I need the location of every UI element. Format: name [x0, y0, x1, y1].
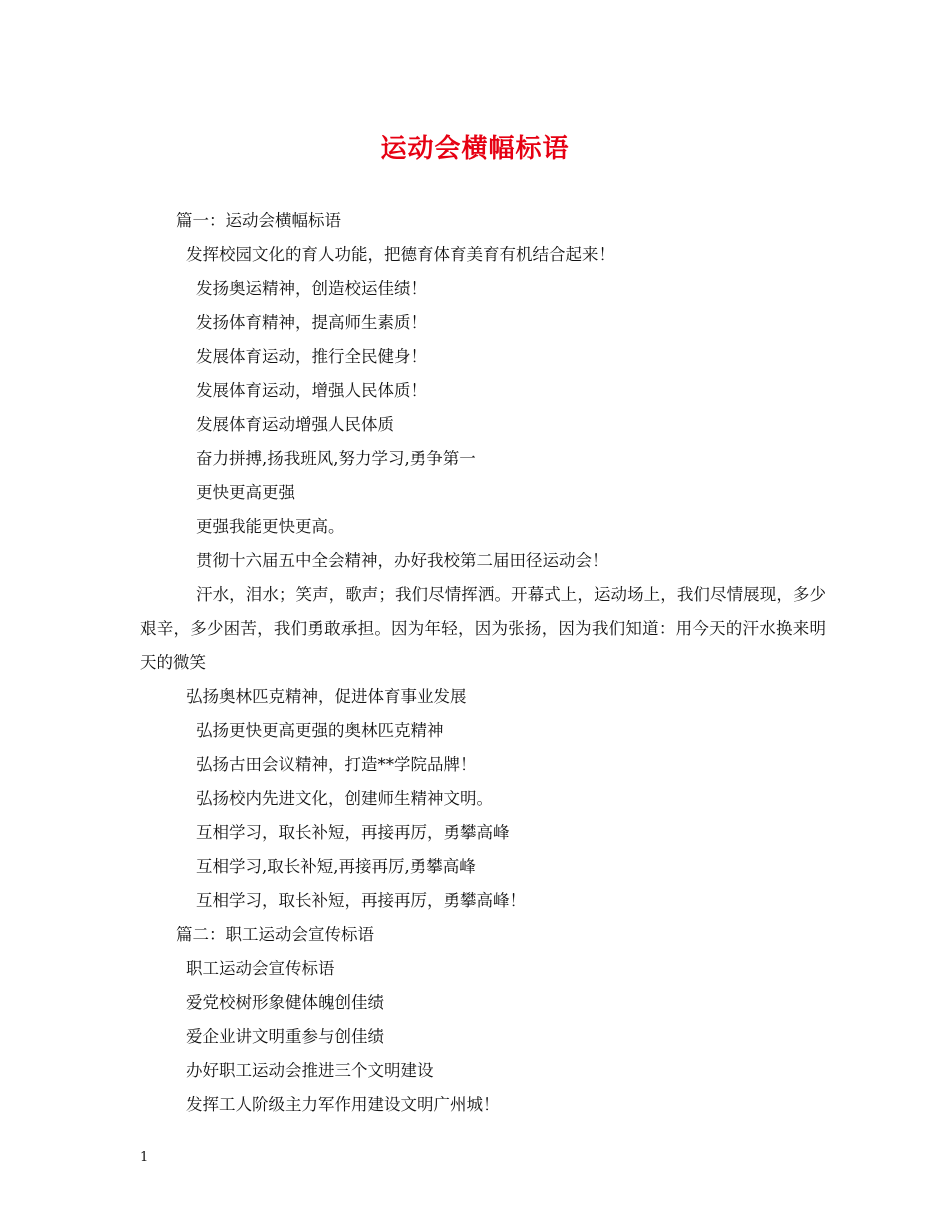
slogan-line: 互相学习，取长补短，再接再厉，勇攀高峰: [196, 823, 510, 842]
slogan-line: 办好职工运动会推进三个文明建设: [186, 1061, 434, 1080]
document-title: 运动会横幅标语: [380, 134, 570, 164]
slogan-line: 弘扬更快更高更强的奥林匹克精神: [196, 721, 444, 740]
slogan-line: 互相学习,取长补短,再接再厉,勇攀高峰: [196, 857, 476, 876]
slogan-paragraph: 汗水，泪水；笑声，歌声；我们尽情挥洒。开幕式上，运动场上，我们尽情展现，多少艰辛，多少困苦，我们勇敢承担。因为年轻，因为张扬，因为我们知道：用今天的汗水换来明天的微笑: [140, 585, 826, 672]
slogan-line: 更快更高更强: [196, 483, 295, 502]
slogan-line: 发挥校园文化的育人功能，把德育体育美育有机结合起来！: [186, 245, 615, 264]
slogan-line: 发扬奥运精神，创造校运佳绩！: [196, 279, 427, 298]
slogan-line: 弘扬校内先进文化，创建师生精神文明。: [196, 789, 493, 808]
slogan-line: 弘扬奥林匹克精神，促进体育事业发展: [186, 687, 467, 706]
slogan-line: 更强我能更快更高。: [196, 517, 345, 536]
slogan-line: 发展体育运动增强人民体质: [196, 415, 394, 434]
slogan-line: 发挥工人阶级主力军作用建设文明广州城！: [186, 1095, 500, 1114]
document-body: [140, 204, 830, 1122]
page-number: 1: [140, 1150, 149, 1165]
section-heading: 篇二：职工运动会宣传标语: [176, 925, 374, 944]
slogan-line: 贯彻十六届五中全会精神，办好我校第二届田径运动会！: [196, 551, 609, 570]
slogan-line: 发展体育运动，推行全民健身！: [196, 347, 427, 366]
slogan-line: 发扬体育精神，提高师生素质！: [196, 313, 427, 332]
slogan-line: 爱企业讲文明重参与创佳绩: [186, 1027, 384, 1046]
slogan-line: 互相学习，取长补短，再接再厉，勇攀高峰！: [196, 891, 526, 910]
slogan-line: 爱党校树形象健体魄创佳绩: [186, 993, 384, 1012]
section-heading: 篇一：运动会横幅标语: [176, 211, 341, 230]
slogan-line: 弘扬古田会议精神，打造**学院品牌！: [196, 755, 477, 774]
slogan-line: 发展体育运动，增强人民体质！: [196, 381, 427, 400]
slogan-line: 奋力拼搏,扬我班风,努力学习,勇争第一: [196, 449, 476, 468]
slogan-line: 职工运动会宣传标语: [186, 959, 335, 978]
